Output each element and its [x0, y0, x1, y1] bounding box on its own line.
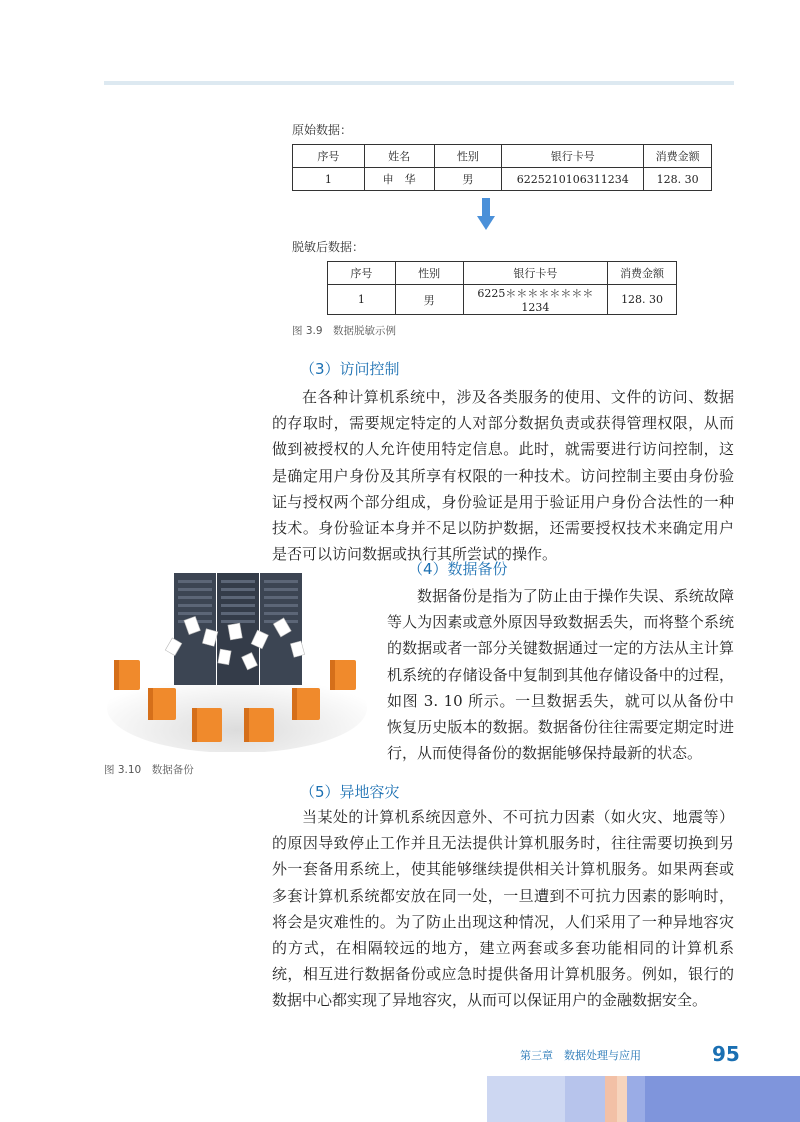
page-number: 95	[712, 1042, 740, 1066]
table-header-cell: 性别	[395, 262, 463, 285]
table-header-row	[328, 262, 677, 285]
table-cell: 男	[395, 285, 463, 315]
chapter-title: 第三章 数据处理与应用	[520, 1049, 641, 1062]
table-header-cell: 银行卡号	[502, 145, 644, 168]
section-4-paragraph: 数据备份是指为了防止由于操作失误、系统故障等人为因素或意外原因导致数据丢失，而将整个系统的数据或者一部分关键数据通过一定的方法从主计算机系统的存储设备中复制到其他存储设备中的过程，如图 3. 10 所示。一旦数据丢失，就可以从备份中恢复历史版本的数据。数据备份往往需要定期定时进行，从而使得备份的数据能够保持最新的状态。	[387, 587, 734, 763]
table-header-cell: 姓名	[364, 145, 434, 168]
original-data-table	[292, 144, 712, 191]
table-header-cell: 序号	[328, 262, 396, 285]
original-data-label: 原始数据：	[292, 123, 353, 137]
header-rule	[104, 81, 734, 85]
masked-data-table	[327, 261, 677, 315]
table-cell: 1	[328, 285, 396, 315]
table-row	[328, 285, 677, 315]
table-header-cell: 消费金额	[644, 145, 712, 168]
table-cell: 6225210106311234	[502, 168, 644, 191]
table-cell: 6225＊＊＊＊＊＊＊＊1234	[463, 285, 608, 315]
table-header-cell: 银行卡号	[463, 262, 608, 285]
masked-data-label: 脱敏后数据：	[292, 240, 365, 254]
table-cell: 申 华	[364, 168, 434, 191]
data-backup-illustration	[104, 568, 370, 752]
table-header-cell: 性别	[434, 145, 502, 168]
section-5-paragraph: 当某处的计算机系统因意外、不可抗力因素（如火灾、地震等）的原因导致停止工作并且无法提供计算机服务时，往往需要切换到另外一套备用系统上，使其能够继续提供相关计算机服务。如果两套或多套计算机系统都安放在同一处，一旦遭到不可抗力因素的影响时，将会是灾难性的。为了防止出现这种情况，人们采用了一种异地容灾的方式，在相隔较远的地方，建立两套或多套功能相同的计算机系统，相互进行数据备份或应急时提供备用计算机服务。例如，银行的数据中心都实现了异地容灾，从而可以保证用户的金融数据安全。	[272, 808, 734, 1010]
figure-3-10-caption: 图 3.10 数据备份	[104, 764, 194, 776]
figure-3-9-caption: 图 3.9 数据脱敏示例	[292, 325, 397, 337]
table-header-cell: 序号	[293, 145, 365, 168]
table-header-cell: 消费金额	[608, 262, 677, 285]
section-4-heading: （4）数据备份	[408, 560, 508, 578]
section-3-paragraph: 在各种计算机系统中，涉及各类服务的使用、文件的访问、数据的存取时，需要规定特定的人对部分数据负责或获得管理权限，从而做到被授权的人允许使用特定信息。此时，就需要进行访问控制，这是确定用户身份及其所享有权限的一种技术。访问控制主要由身份验证与授权两个部分组成，身份验证是用于验证用户身份合法性的一种技术。身份验证本身并不足以防护数据，还需要授权技术来确定用户是否可以访问数据或执行其所尝试的操作。	[272, 388, 734, 564]
section-5-heading: （5）异地容灾	[300, 783, 400, 801]
table-header-row	[293, 145, 712, 168]
table-cell: 128. 30	[644, 168, 712, 191]
table-cell: 1	[293, 168, 365, 191]
table-cell: 128. 30	[608, 285, 677, 315]
table-cell: 男	[434, 168, 502, 191]
down-arrow-icon	[477, 198, 495, 230]
table-row	[293, 168, 712, 191]
section-3-heading: （3）访问控制	[300, 360, 400, 378]
